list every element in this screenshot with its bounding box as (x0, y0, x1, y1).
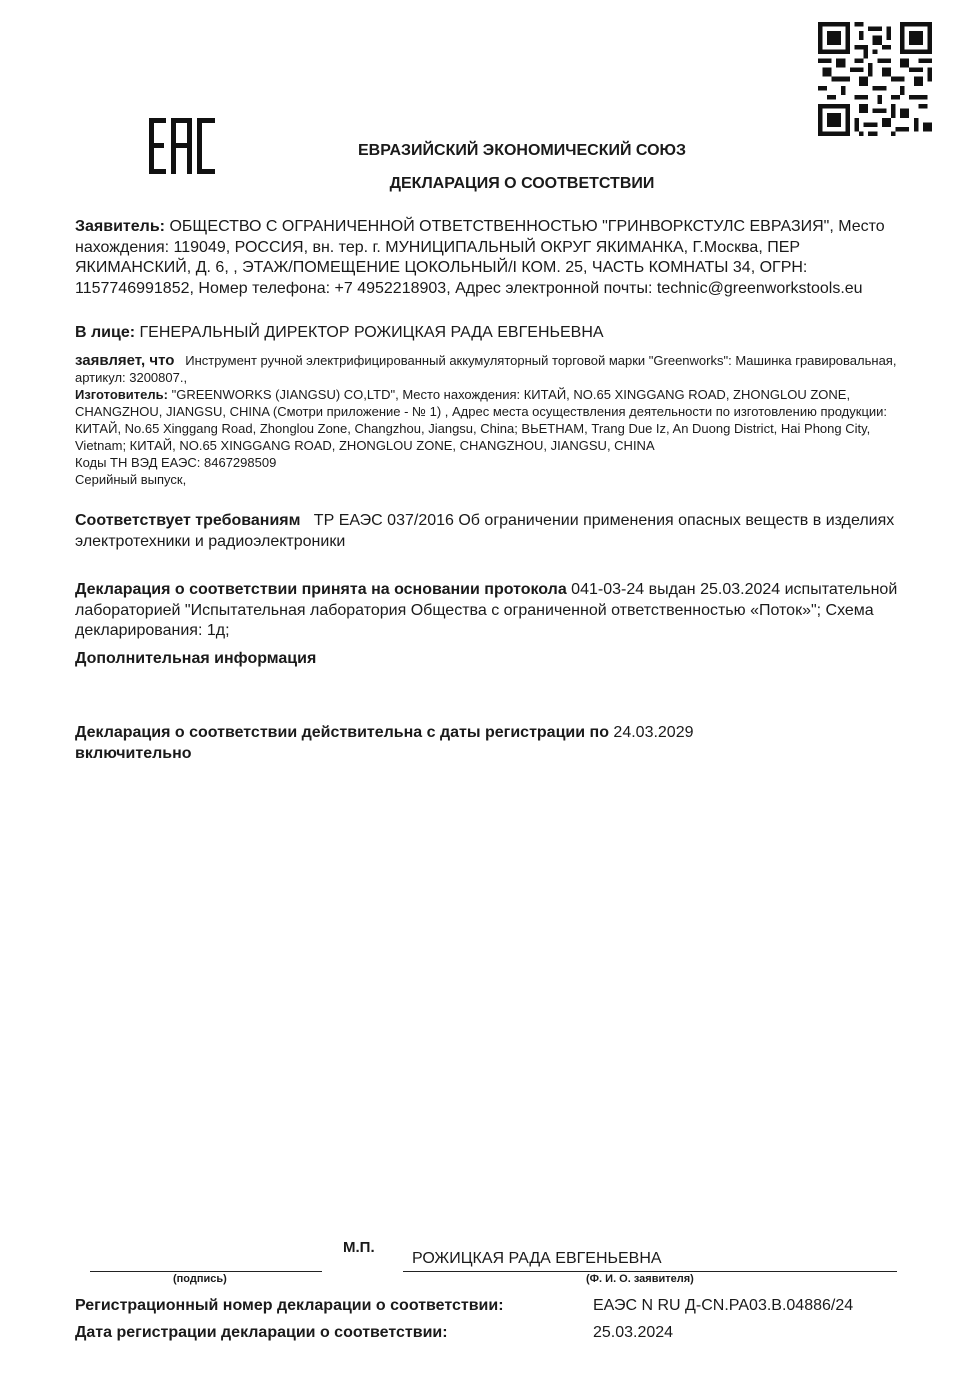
requirements-text: ТР ЕАЭС 037/2016 Об ограничении применения опасных веществ в изделиях электротехники и радиоэлектроники (75, 512, 895, 550)
person-section (75, 323, 920, 344)
name-caption: (Ф. И. О. заявителя) (586, 1273, 694, 1285)
declares-text: Инструмент ручной электрифицированный аккумуляторный торговой марки "Greenworks": Машинка гравировальная, артикул: 3200807., (75, 353, 897, 385)
manufacturer-label: Изготовитель: (75, 387, 168, 402)
registration-number: ЕАЭС N RU Д-CN.РА03.В.04886/24 (593, 1297, 854, 1314)
person-text: ГЕНЕРАЛЬНЫЙ ДИРЕКТОР РОЖИЦКАЯ РАДА ЕВГЕНЬЕВНА (139, 324, 604, 341)
union-name: ЕВРАЗИЙСКИЙ ЭКОНОМИЧЕСКИЙ СОЮЗ (357, 142, 687, 159)
applicant-label: Заявитель: (75, 218, 165, 235)
declares-row (75, 352, 920, 386)
validity-date: 24.03.2029 (613, 724, 694, 741)
signature-line (90, 1271, 322, 1272)
additional-info-section (75, 649, 920, 670)
manufacturer-row (75, 386, 920, 454)
basis-label: Декларация о соответствии принята на основании протокола (75, 581, 567, 598)
name-line (403, 1271, 897, 1272)
stamp-mark: М.П. (343, 1239, 375, 1256)
validity-suffix: включительно (75, 744, 192, 762)
registration-date: 25.03.2024 (593, 1324, 674, 1341)
registration-number-label: Регистрационный номер декларации о соответствии: (75, 1297, 504, 1314)
serial-release: Серийный выпуск, (75, 472, 187, 487)
validity-section (75, 723, 920, 764)
document-title: ДЕКЛАРАЦИЯ О СООТВЕТСТВИИ (389, 175, 655, 192)
applicant-text: ОБЩЕСТВО С ОГРАНИЧЕННОЙ ОТВЕТСТВЕННОСТЬЮ "ГРИНВОРКСТУЛС ЕВРАЗИЯ", Место нахождения: 119049, РОССИЯ, вн. тер. г. МУНИЦИПАЛЬНЫЙ ОКРУГ ЯКИМАНКА, Г.Москва, ПЕР ЯКИМАНСКИЙ, Д. 6, , ЭТАЖ/ПОМЕЩЕНИЕ ЦОКОЛЬНЫЙ/I КОМ. 25, ЧАСТЬ КОМНАТЫ 34, ОГРН: 1157746991852, Номер телефона: +7 4952218903, Адрес электронной почты: technic@greenworkstools.eu (75, 218, 885, 297)
additional-info-label: Дополнительная информация (75, 650, 317, 667)
applicant-name: РОЖИЦКАЯ РАДА ЕВГЕНЬЕВНА (412, 1250, 662, 1267)
person-label: В лице: (75, 324, 136, 341)
validity-label: Декларация о соответствии действительна с даты регистрации по (75, 724, 609, 741)
registration-date-label: Дата регистрации декларации о соответствии: (75, 1324, 448, 1341)
requirements-label: Соответствует требованиям (75, 512, 301, 529)
basis-text: 041-03-24 выдан 25.03.2024 испытательной лабораторией "Испытательная лаборатория Общества с ограниченной ответственностью «Поток»"; Схема декларирования: 1д; (75, 581, 898, 639)
signature-caption: (подпись) (173, 1273, 227, 1285)
qr-code (818, 22, 932, 136)
product-section (75, 352, 920, 488)
applicant-section (75, 217, 920, 299)
hs-codes: Коды ТН ВЭД ЕАЭС: 8467298509 (75, 455, 277, 470)
declares-label: заявляет, что (75, 352, 175, 369)
manufacturer-text: "GREENWORKS (JIANGSU) CO,LTD", Место нахождения: КИТАЙ, NO.65 XINGGANG ROAD, ZHONGLOU ZONE, CHANGZHOU, JIANGSU, CHINA (Смотри приложение - № 1) , Адрес места осуществления деятельности по изготовлению продукции: КИТАЙ, No.65 Xinggang Road, Zhonglou Zone, Changzhou, Jiangsu, China; ВЬЕТНАМ, Trang Due Iz, An Duong District, Hai Phong City, Vietnam; КИТАЙ, NO.65 XINGGANG ROAD, ZHONGLOU ZONE, CHANGZHOU, JIANGSU, CHINA (75, 387, 888, 453)
basis-section (75, 580, 920, 642)
requirements-section (75, 511, 920, 552)
